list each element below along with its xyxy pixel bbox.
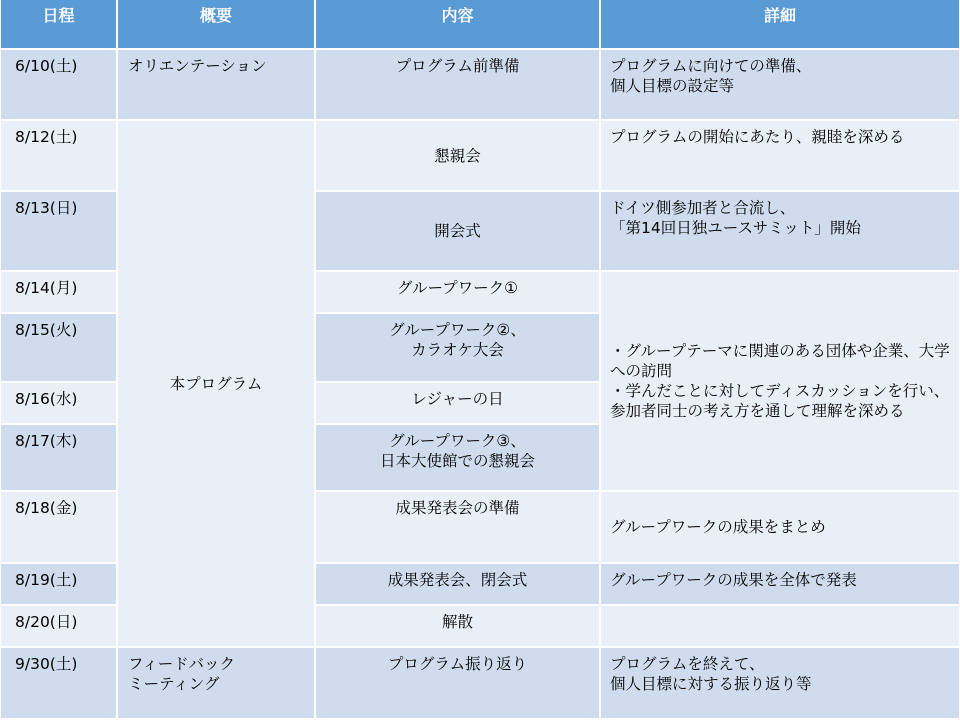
content-cell: グループワーク③、 日本大使館での懇親会 [316, 425, 601, 492]
detail-group-work [601, 272, 960, 492]
detail-cell [601, 492, 960, 564]
content-cell: グループワーク① [316, 272, 601, 314]
date-cell: 8/18(金) [1, 492, 118, 564]
overview-orientation: オリエンテーション [118, 50, 316, 121]
content-label: 懇親会 [434, 146, 481, 165]
detail-cell: プログラムに向けての準備、 個人目標の設定等 [601, 50, 960, 121]
detail-label: グループワークの成果をまとめ [610, 518, 826, 536]
overview-main-program-label: 本プログラム [169, 374, 263, 393]
detail-cell-empty [601, 606, 960, 648]
detail-cell: プログラムを終えて、 個人目標に対する振り返り等 [601, 648, 960, 720]
date-cell: 8/20(日) [1, 606, 118, 648]
content-label: 開会式 [434, 222, 481, 240]
content-cell: レジャーの日 [316, 383, 601, 425]
detail-cell: プログラムの開始にあたり、親睦を深める [601, 121, 960, 192]
date-cell: 6/10(土) [1, 50, 118, 121]
date-cell: 9/30(土) [1, 648, 118, 720]
detail-cell: ドイツ側参加者と合流し、 「第14回日独ユースサミット」開始 [601, 192, 960, 272]
content-cell: プログラム前準備 [316, 50, 601, 121]
content-cell: 成果発表会、閉会式 [316, 564, 601, 606]
date-cell: 8/16(水) [1, 383, 118, 425]
header-content: 内容 [316, 0, 601, 50]
header-overview: 概要 [118, 0, 316, 50]
content-cell: プログラム振り返り [316, 648, 601, 720]
date-cell: 8/15(火) [1, 314, 118, 383]
header-date: 日程 [1, 0, 118, 50]
content-cell: 解散 [316, 606, 601, 648]
content-cell [316, 121, 601, 192]
header-detail: 詳細 [601, 0, 960, 50]
content-cell: 成果発表会の準備 [316, 492, 601, 564]
date-cell: 8/19(土) [1, 564, 118, 606]
overview-main-program [118, 121, 316, 648]
detail-cell: グループワークの成果を全体で発表 [601, 564, 960, 606]
detail-group-work-text: ・グループテーマに関連のある団体や企業、大学への訪問 ・学んだことに対してディスカッションを行い、参加者同士の考え方を通して理解を深める [610, 342, 950, 420]
date-cell: 8/13(日) [1, 192, 118, 272]
content-cell [316, 192, 601, 272]
date-cell: 8/12(土) [1, 121, 118, 192]
overview-feedback: フィードバック ミーティング [118, 648, 316, 720]
date-cell: 8/17(木) [1, 425, 118, 492]
content-cell: グループワーク②、 カラオケ大会 [316, 314, 601, 383]
date-cell: 8/14(月) [1, 272, 118, 314]
